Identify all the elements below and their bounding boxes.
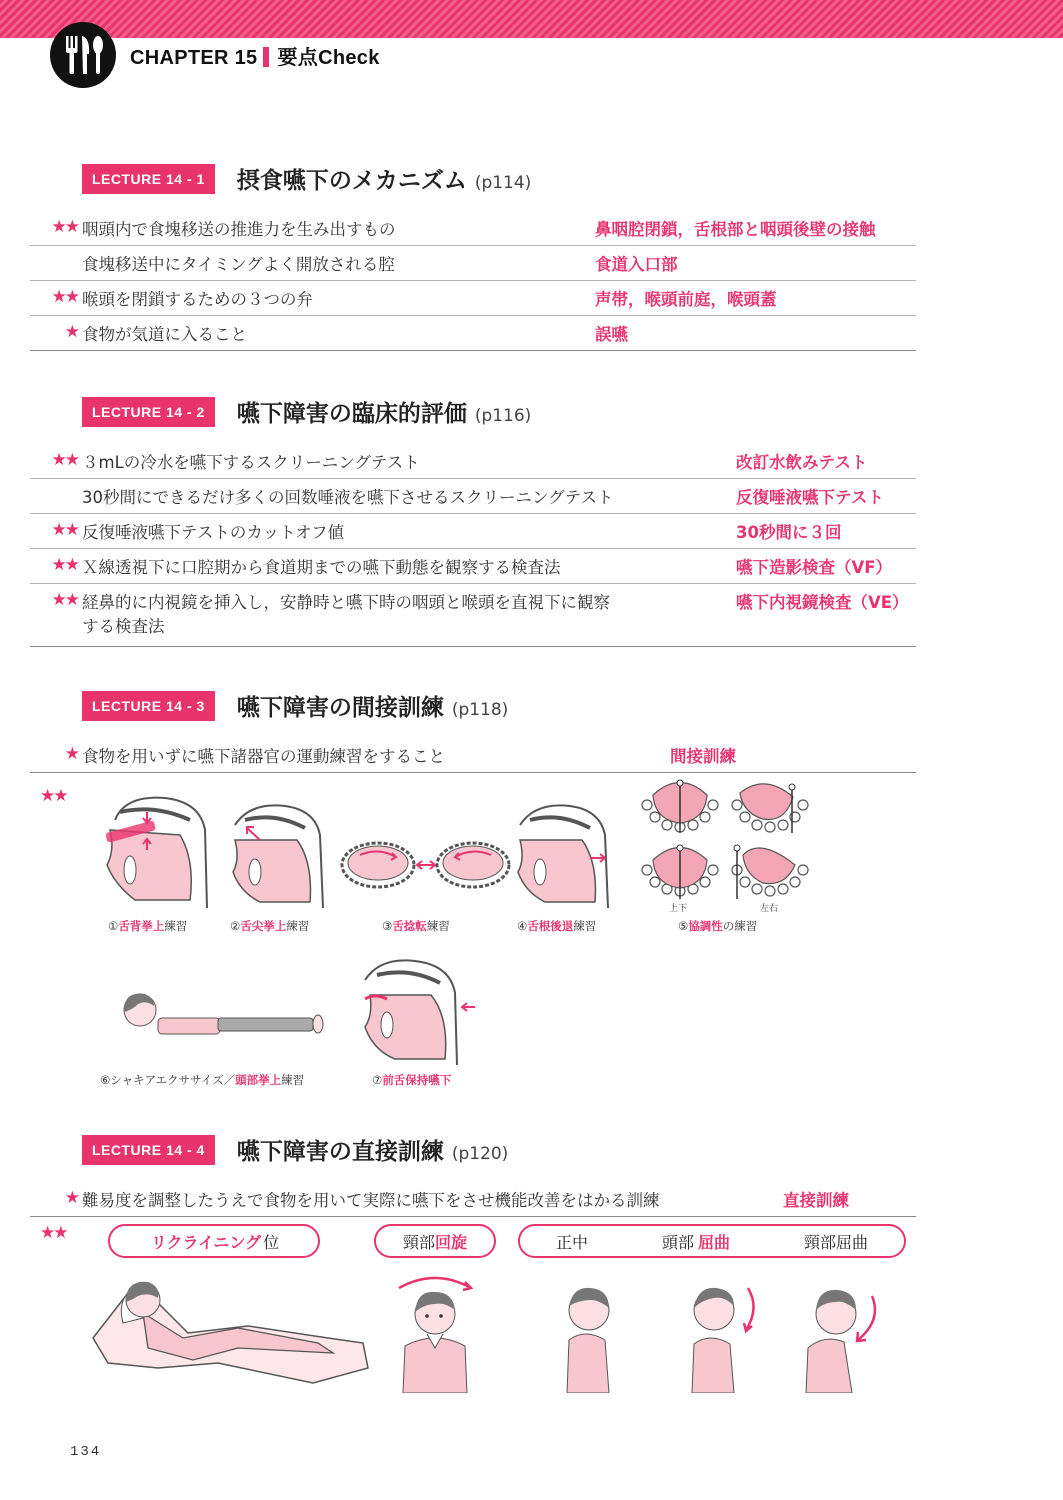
label-head-flexion: 頭部 屈曲 [661,1232,730,1252]
table-row [30,1182,916,1217]
table-row [30,246,916,281]
table-row [30,281,916,316]
importance-stars: ★ [64,1188,78,1208]
lecture-title: 摂食嚥下のメカニズム [236,168,467,194]
question-text: 喉頭を閉鎖するための３つの弁 [82,290,313,309]
lecture-page-ref: (p116) [474,406,532,426]
lecture-title: 嚥下障害の臨床的評価 [236,401,467,427]
chapter-header [50,20,380,90]
figure-stars: ★★ [40,1223,67,1243]
lecture-heading [82,395,531,428]
table-row [30,514,916,549]
importance-stars: ★★ [51,217,78,237]
question-text: 反復唾液嚥下テストのカットオフ値 [82,523,345,542]
caption-tongue-dorsum: ①舌背挙上練習 [108,919,188,933]
coordination-exercise-illustration [635,775,815,905]
answer-text: 反復唾液嚥下テスト [736,488,884,507]
caption-tongue-base: ④舌根後退練習 [517,919,597,933]
importance-stars: ★★ [51,590,78,610]
fork-knife-spoon-icon [50,22,116,88]
question-text: 食物を用いずに嚥下諸器官の運動練習をすること [82,747,445,766]
question-text: 食塊移送中にタイミングよく開放される腔 [82,255,395,274]
lecture-badge: LECTURE 14 - 3 [82,691,215,721]
lecture-title: 嚥下障害の直接訓練 [236,1139,444,1165]
lecture-heading [82,1133,508,1166]
check-table [30,738,916,773]
tongue-label-updown: 上下 [669,904,688,914]
importance-stars: ★★ [51,450,78,470]
question-text: 30秒間にできるだけ多くの回数唾液を嚥下させるスクリーニングテスト [82,488,614,507]
answer-text: 声帯，喉頭前庭，喉頭蓋 [595,290,777,309]
question-text: 食物が気道に入ること [82,325,247,344]
check-table [30,1182,916,1217]
answer-text: 改訂水飲みテスト [736,453,868,472]
answer-text: 直接訓練 [783,1191,849,1210]
check-table [30,444,916,647]
caption-shaker: ⑥シャキアエクササイズ／頭部挙上練習 [100,1073,305,1087]
caption-tongue-tip: ②舌尖挙上練習 [230,919,310,933]
lecture-title: 嚥下障害の間接訓練 [236,695,444,721]
lecture-badge: LECTURE 14 - 4 [82,1135,215,1165]
caption-tongue-twist: ③舌捻転練習 [382,919,450,933]
importance-stars: ★ [64,744,78,764]
lecture-badge: LECTURE 14 - 2 [82,397,215,427]
table-row [30,479,916,514]
shaker-exercise-illustration [118,990,328,1045]
lecture-heading [82,689,508,722]
tongue-dorsum-elevation-illustration [95,790,225,910]
neutral-position-illustration [555,1268,620,1393]
pill-neck-rotation: 頸部 回旋 [374,1224,496,1258]
check-table [30,211,916,351]
answer-text: 誤嚥 [595,325,628,344]
table-row [30,549,916,584]
lecture-page-ref: (p118) [451,700,509,720]
pill-reclining: リクライニング 位 [108,1224,320,1258]
label-neutral: 正中 [555,1232,588,1252]
tongue-tip-elevation-illustration [225,800,330,910]
question-line-2: する検査法 [82,617,165,636]
chapter-divider [263,47,269,67]
question-line-1: 経鼻的に内視鏡を挿入し，安静時と嚥下時の咽頭と喉頭を直視下に観察 [82,593,610,612]
head-flexion-illustration [680,1268,765,1393]
importance-stars: ★★ [51,555,78,575]
answer-text: 間接訓練 [670,747,736,766]
lecture-page-ref: (p114) [474,173,532,193]
neck-flexion-illustration [800,1268,885,1393]
table-row [30,444,916,479]
importance-stars: ★★ [51,287,78,307]
tongue-hold-swallow-illustration [355,955,480,1067]
answer-text: 嚥下内視鏡検査（VE） [736,593,909,612]
chapter-title: 要点Check [277,46,380,69]
question-text [82,591,610,639]
lecture-badge: LECTURE 14 - 1 [82,164,215,194]
pill-flexion-positions [518,1224,906,1258]
lecture-page-ref: (p120) [451,1144,509,1164]
figure-stars: ★★ [40,786,67,806]
table-row [30,211,916,246]
table-row [30,316,916,351]
tongue-label-leftright: 左右 [760,904,779,914]
tongue-twist-illustration [338,835,513,895]
label-neck-flexion: 頸部屈曲 [803,1232,868,1252]
table-row [30,738,916,773]
chapter-label: CHAPTER 15 [130,46,258,69]
question-text: 難易度を調整したうえで食物を用いて実際に嚥下をさせ機能改善をはかる訓練 [82,1191,660,1210]
tongue-base-retraction-illustration [510,800,620,910]
question-text: 咽頭内で食塊移送の推進力を生み出すもの [82,220,396,239]
lecture-heading [82,162,531,195]
answer-text: 食道入口部 [595,255,678,274]
table-row [30,584,916,647]
neck-rotation-illustration [395,1268,475,1393]
importance-stars: ★★ [51,520,78,540]
caption-tongue-hold: ⑦前舌保持嚥下 [372,1073,452,1087]
caption-coordination: ⑤協調性の練習 [678,919,758,933]
answer-text: 鼻咽腔閉鎖，舌根部と咽頭後壁の接触 [595,220,876,239]
reclining-position-illustration [88,1268,378,1393]
answer-text: 30秒間に３回 [736,523,842,542]
importance-stars: ★ [64,322,78,342]
question-text: Ｘ線透視下に口腔期から食道期までの嚥下動態を観察する検査法 [82,558,561,577]
page-number: 134 [70,1444,102,1460]
answer-text: 嚥下造影検査（VF） [736,558,893,577]
question-text: ３mLの冷水を嚥下するスクリーニングテスト [82,453,420,472]
